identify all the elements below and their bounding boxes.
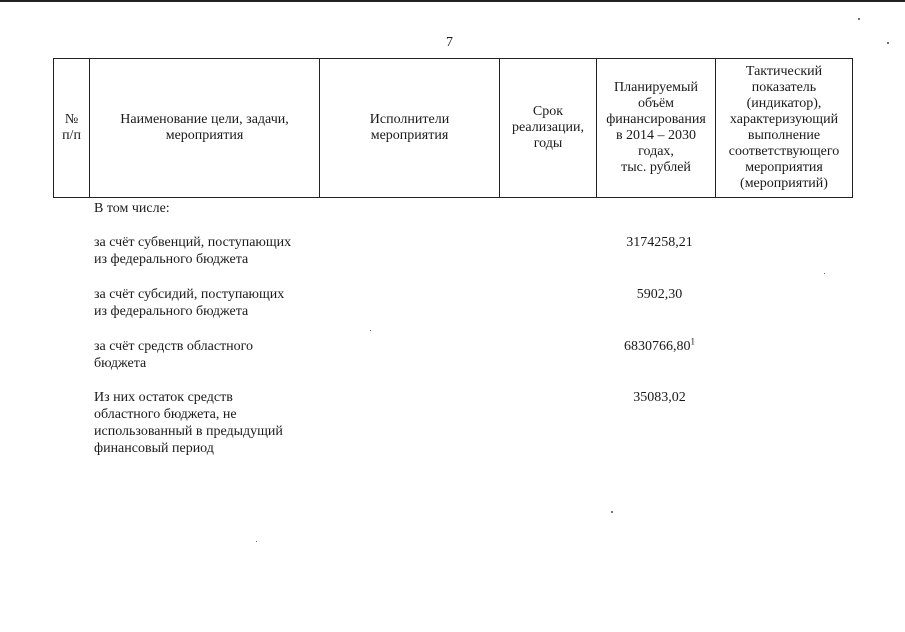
row-label: за счёт субвенций, поступающих из федерального бюджета	[94, 235, 292, 267]
row-label: за счёт субсидий, поступающих из федерального бюджета	[94, 287, 285, 319]
column-header-indicator	[716, 59, 853, 198]
scan-speck	[887, 42, 889, 44]
column-header-executors	[320, 59, 500, 198]
row-value	[600, 286, 719, 303]
header-table	[53, 58, 853, 198]
row-value	[600, 338, 719, 355]
scan-speck	[858, 18, 860, 20]
header-row	[54, 59, 853, 198]
column-header-name-label: Наименование цели, задачи, мероприятия	[120, 112, 289, 143]
page-number: 7	[446, 35, 453, 50]
column-header-term	[500, 59, 597, 198]
row-value-number: 6830766,80	[624, 339, 691, 354]
column-header-number-label: № п/п	[62, 112, 81, 143]
footnote-marker: 1	[690, 336, 695, 347]
row-label: Из них остаток средств областного бюджета, не использованный в предыдущий финансовый период	[94, 390, 283, 456]
row-value-number: 5902,30	[636, 287, 683, 302]
row-value	[600, 389, 719, 406]
scan-speck	[611, 511, 613, 513]
column-header-indicator-label: Тактический показатель (индикатор), характеризующий выполнение соответствующего мероприятия (мероприятий)	[728, 64, 840, 191]
scan-speck	[370, 330, 371, 331]
row-value	[600, 234, 719, 251]
row-label: за счёт средств областного бюджета	[94, 339, 254, 371]
top-border-line	[0, 0, 905, 2]
column-header-funding	[597, 59, 716, 198]
intro-text: В том числе:	[94, 201, 170, 216]
scan-speck	[256, 541, 257, 542]
scan-speck	[824, 273, 825, 274]
column-header-funding-label: Планируемый объём финансирования в 2014 – 2030 годах, тыс. рублей	[606, 80, 706, 175]
row-value-number: 3174258,21	[626, 235, 693, 250]
column-header-number	[54, 59, 90, 198]
column-header-executors-label: Исполнители мероприятия	[369, 112, 450, 143]
column-header-term-label: Срок реализации, годы	[512, 104, 584, 151]
column-header-name	[90, 59, 320, 198]
row-value-number: 35083,02	[633, 390, 686, 405]
